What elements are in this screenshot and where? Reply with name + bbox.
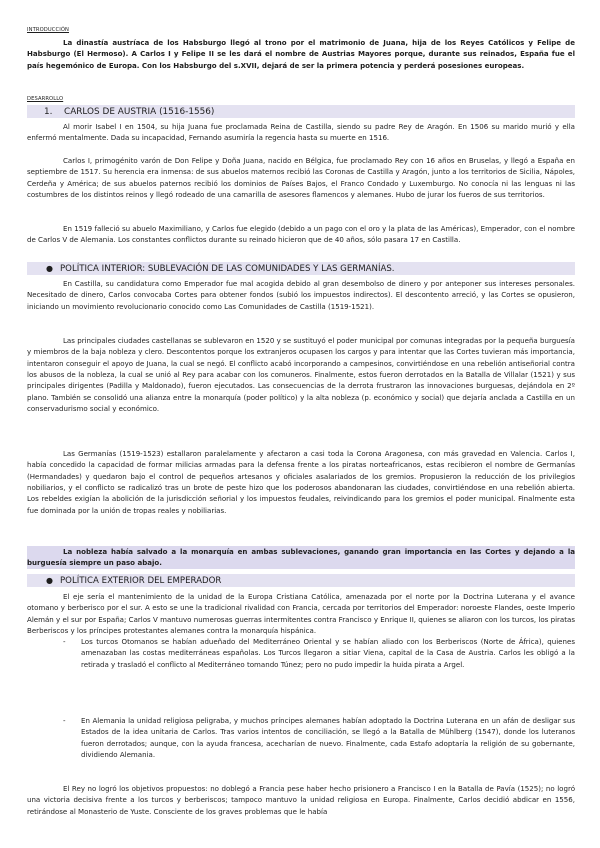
exterior-title: POLÍTICA EXTERIOR DEL EMPERADOR [60,576,222,586]
interior-paragraph-1: En Castilla, su candidatura como Emperador fue mal acogida debido al gran desembolso de dinero y por anteponer sus intereses personales. Necesitado de dinero, Carlos convocaba Cortes para obtener fondos (subió los impuestos indirectos). El descontento arreció, y las Cortes se opusieron, iniciando un movimiento revolucionario conocido como Las Comunidades de Castilla (1519-1521). [27,279,575,311]
desarrollo-label: DESARROLLO [27,96,64,102]
carlos-paragraph-1: Al morir Isabel I en 1504, su hija Juana fue proclamada Reina de Castilla, siendo su padre Rey de Aragón. En 1506 su marido murió y ella enfermó mentalmente. Dada su incapacidad, Fernando asumiría la regencia hasta su muerte en 1516. [27,122,575,143]
interior-heading [46,263,395,275]
exterior-paragraph-1: El eje sería el mantenimiento de la unidad de la Europa Cristiana Católica, amenazada por el norte por la Doctrina Luterana y el avance otomano y berberisco por el sur. A esto se une la tradicional rivalidad con Francia, cercada por territorios del Emperador: noroeste Flandes, oeste Imperio Alemán y el sur por España; Carlos V mantuvo numerosas guerras intermitentes contra Francisco y Enrique II, quienes se aliaron con los turcos, los piratas Berberiscos y los príncipes protestantes alemanes contra la monarquía hispánica. [27,592,575,636]
section-heading [44,106,214,118]
intro-label: INTRODUCCIÓN [27,27,69,33]
list-dash-2: - [63,716,66,725]
exterior-heading [46,575,221,587]
list-dash-1: - [63,637,66,646]
section-title: CARLOS DE AUSTRIA (1516-1556) [64,107,215,117]
bullet-icon: ● [46,576,53,585]
exterior-paragraph-2: El Rey no logró los objetivos propuestos: no doblegó a Francia pese haber hecho prisionero a Francisco I en la Batalla de Pavía (1525); no logró una victoria decisiva frente a los turcos y berberiscos; tampoco mantuvo la unidad religiosa en Europa. Finalmente, Carlos decidió abdicar en 1556, retirándose al Monasterio de Yuste. Consciente de los graves problemas que le había [27,784,575,816]
list-item-alemania: En Alemania la unidad religiosa peligraba, y muchos príncipes alemanes habían adoptado la Doctrina Luterana en un afán de desligar sus Estados de la idea unitaria de Carlos. Tras varios intentos de conciliación, se llegó a la Batalla de Mühlberg (1547), donde los luteranos fueron derrotados; aunque, con la ayuda francesa, acecharían de nuevo. Finalmente, cada Estafo adoptaría la religión de su gobernante, dividiendo Alemania. [81,716,575,760]
section-number: 1. [44,107,53,117]
list-item-turcos: Los turcos Otomanos se habían adueñado del Mediterráneo Oriental y se habían aliado con los Berberiscos (Norte de África), quienes amenazaban las costas mediterráneas españolas. Los Turcos llegaron a sitiar Viena, capital de la Casa de Austria. Carlos les obligó a la retirada y trasladó el conflicto al Mediterráneo tomando Túnez; pero no pudo impedir la huida pirata a Argel. [81,637,575,669]
bullet-icon: ● [46,264,53,273]
interior-title: POLÍTICA INTERIOR: SUBLEVACIÓN DE LAS COMUNIDADES Y LAS GERMANÍAS. [60,264,395,274]
interior-paragraph-4: La nobleza había salvado a la monarquía en ambas sublevaciones, ganando gran importancia en las Cortes y dejando a la burguesía siempre un paso abajo. [27,547,575,568]
carlos-paragraph-3: En 1519 falleció su abuelo Maximiliano, y Carlos fue elegido (debido a un pago con el oro y la plata de las Américas), Emperador, con el nombre de Carlos V de Alemania. Los constantes conflictos durante su reinado hicieron que de 40 años, sólo pasara 17 en Castilla. [27,224,575,245]
intro-paragraph: La dinastía austríaca de los Habsburgo llegó al trono por el matrimonio de Juana, hija de los Reyes Católicos y Felipe de Habsburgo (El Hermoso). A Carlos I y Felipe II se les dará el nombre de Austrias Mayores porque, durante sus reinados, España fue el país hegemónico de Europa. Con los Habsburgo del s.XVII, dejará de ser la primera potencia y perderá posesiones europeas. [27,38,575,70]
interior-paragraph-3: Las Germanías (1519-1523) estallaron paralelamente y afectaron a casi toda la Corona Aragonesa, con más gravedad en Valencia. Carlos I, había concedido la capacidad de formar milicias armadas para la defensa frente a los piratas norteafricanos, estas recibieron el nombre de Germanías (Hermandades) y quedaron bajo el control de pequeños artesanos y oficiales asalariados de los gremios. Propusieron la reducción de los privilegios nobiliarios, y el conflicto se radicalizó tras un brote de peste hizo que los poderosos abandonaran las ciudades, convirtiéndose en una rebelión abierta. Los rebeldes exigían la abolición de la jurisdicción señorial y los impuestos feudales, reivindicando para los gremios el poder municipal. Finalmente esta fue dominada por la unión de tropas reales y nobiliarias. [27,449,575,515]
carlos-paragraph-2: Carlos I, primogénito varón de Don Felipe y Doña Juana, nacido en Bélgica, fue proclamado Rey con 16 años en Bruselas, y llegó a España en septiembre de 1517. Su herencia era inmensa: de sus abuelos maternos recibió las Coronas de Castilla y Aragón, junto a los territorios de Sicilia, Nápoles, Cerdeña y América; de sus abuelos paternos recibió los dominios de Países Bajos, el Franco Condado y Luxemburgo. No conocía ni las lenguas ni las costumbres de los distintos reinos y llegó rodeado de una camarilla de asesores flamencos y alemanes. Hubo de jurar los fueros de sus territorios. [27,156,575,200]
interior-paragraph-2: Las principales ciudades castellanas se sublevaron en 1520 y se sustituyó el poder municipal por comunas integradas por la pequeña burguesía y miembros de la baja nobleza y clero. Descontentos porque los extranjeros ocupasen los cargos y para intentar que las Cortes tuvieran más importancia, intentaron conseguir el apoyo de Juana, la cual se negó. El conflicto acabó incorporando a campesinos, convirtiéndose en una rebelión antiseñorial contra los abusos de la nobleza, la cual se unió al Rey para acabar con los comuneros. Finalmente, estos fueron derrotados en la Batalla de Villalar (1521) y sus principales dirigentes (Padilla y Maldonado), fueron ejecutados. Las consecuencias de la derrota frustraron las innovaciones burguesas, dejándola en 2º plano. También se consolidó una alianza entre la monarquía (poder político) y la alta nobleza (p. económico y social) que dejaría anclada a Castilla en un conservadurismo social y económico. [27,336,575,414]
